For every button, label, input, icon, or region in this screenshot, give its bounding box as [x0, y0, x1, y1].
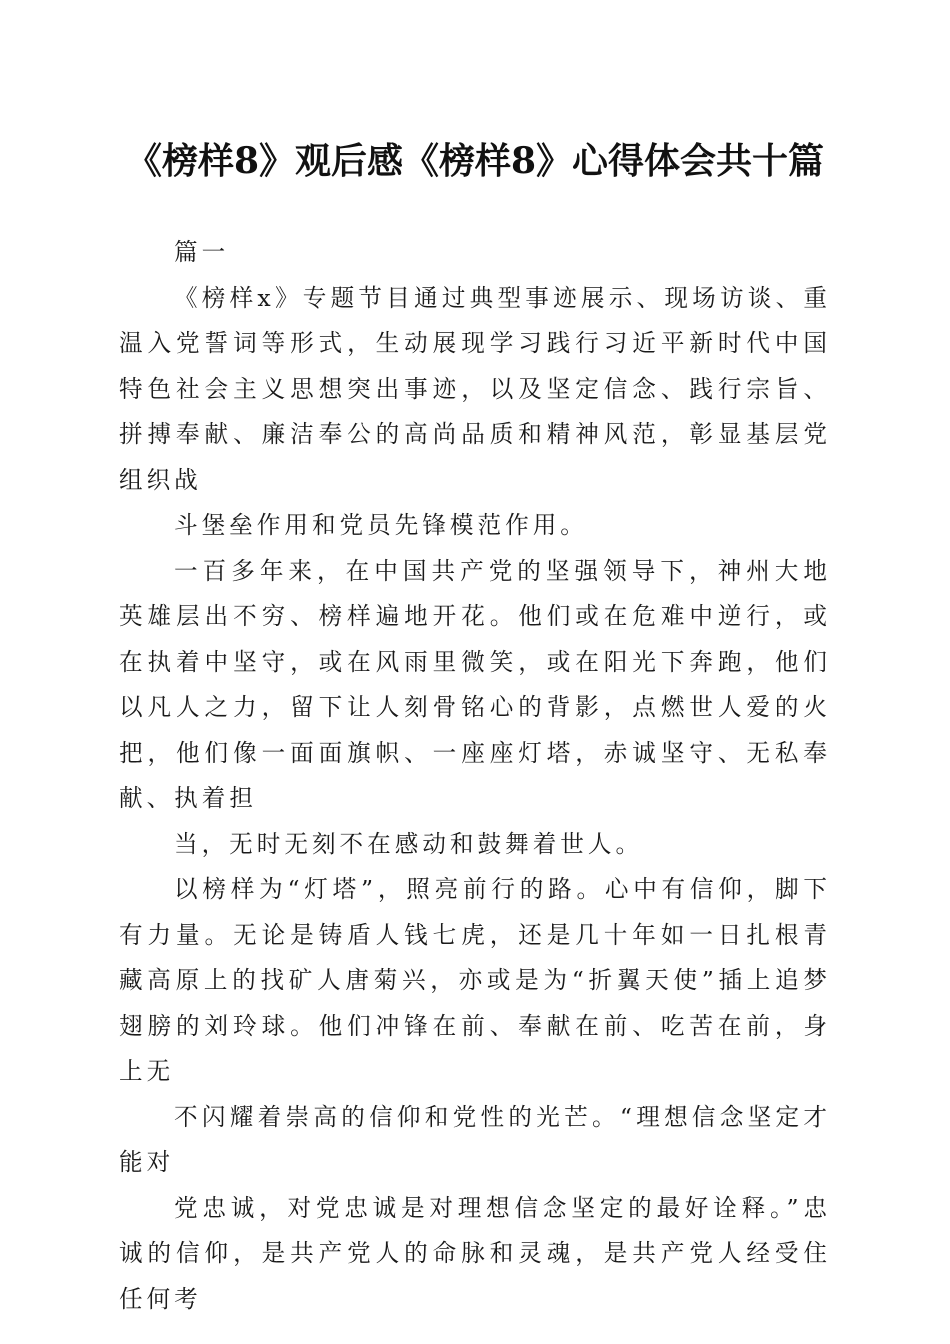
paragraph: 当，无时无刻不在感动和鼓舞着世人。 [174, 829, 644, 858]
paragraph: 以榜样为“灯塔”，照亮前行的路。心中有信仰，脚下有力量。无论是铸盾人钱七虎，还是几十年如一日扎根青藏高原上的找矿人唐菊兴，亦或是为“折翼天使”插上追梦翅膀的刘玲球。他们冲锋在前、奉献在前、吃苦在前，身上无 [119, 875, 831, 1085]
paragraph: 不闪耀着崇高的信仰和党性的光芒。“理想信念坚定才能对 [119, 1102, 831, 1176]
document-title: 《榜样8》观后感《榜样8》心得体会共十篇 [125, 140, 825, 182]
paragraph: 一百多年来，在中国共产党的坚强领导下，神州大地英雄层出不穷、榜样遍地开花。他们或在危难中逆行，或在执着中坚守，或在风雨里微笑，或在阳光下奔跑，他们以凡人之力，留下让人刻骨铭心的背影，点燃世人爱的火把，他们像一面面旗帜、一座座灯塔，赤诚坚守、无私奉献、执着担 [119, 556, 831, 812]
section-heading: 篇一 [174, 238, 230, 266]
document-body [119, 230, 831, 1322]
paragraph: 党忠诚，对党忠诚是对理想信念坚定的最好诠释。”忠诚的信仰，是共产党人的命脉和灵魂，是共产党人经受住任何考 [119, 1193, 831, 1313]
paragraph: 斗堡垒作用和党员先锋模范作用。 [174, 511, 588, 539]
paragraph: 《榜样x》专题节目通过典型事迹展示、现场访谈、重温入党誓词等形式，生动展现学习践行习近平新时代中国特色社会主义思想突出事迹，以及坚定信念、践行宗旨、拼搏奉献、廉洁奉公的高尚品质和精神风范，彰显基层党组织战 [119, 283, 831, 494]
